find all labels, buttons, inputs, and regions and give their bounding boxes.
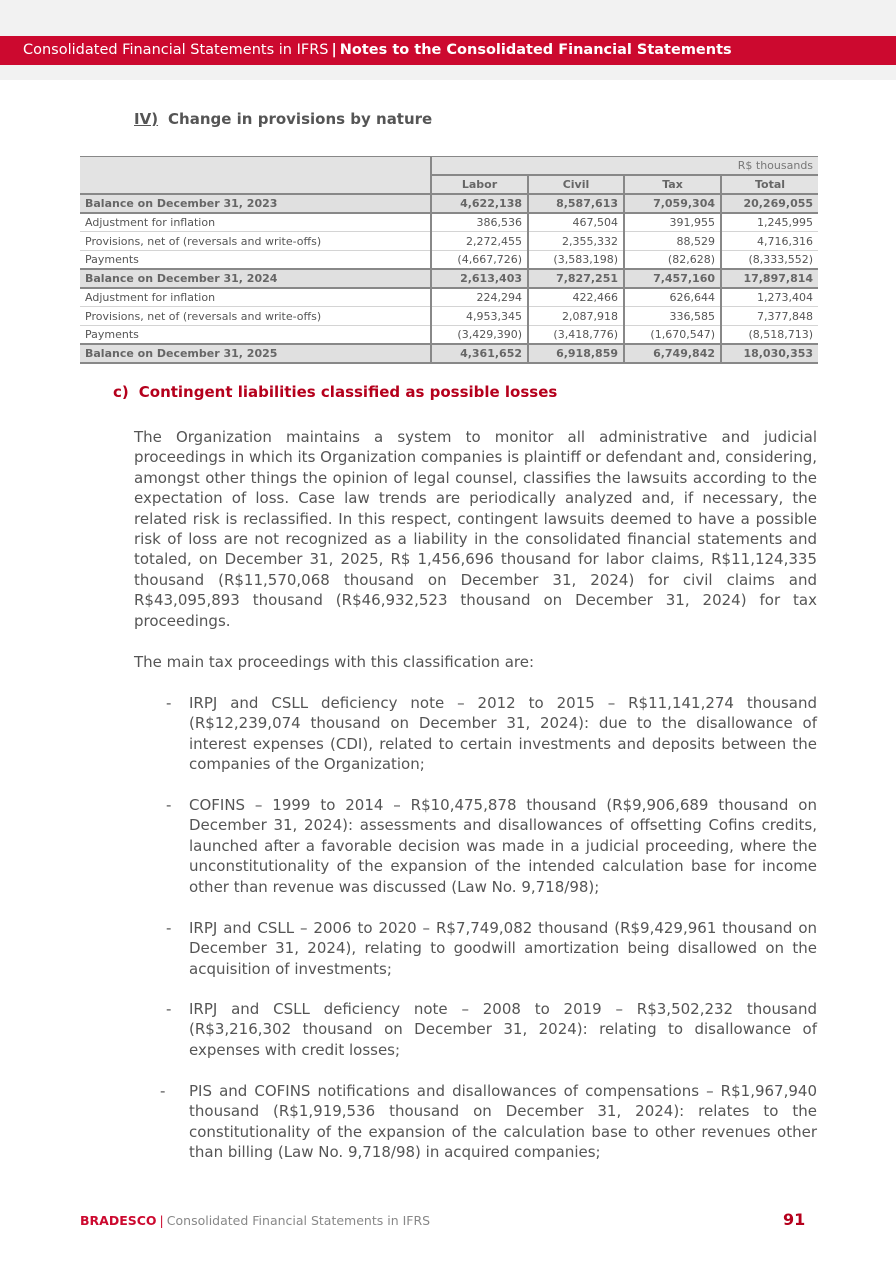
- header-subtitle: Notes to the Consolidated Financial Statements: [339, 42, 732, 58]
- cell-value: 8,587,613: [528, 194, 624, 213]
- page-number: 91: [783, 1210, 806, 1229]
- cell-value: 6,749,842: [624, 344, 721, 363]
- bullet-item: IRPJ and CSLL – 2006 to 2020 – R$7,749,082 thousand (R$9,429,961 thousand on December 31, 2024), relating to goodwill amortization being disallowed on the acquisition of investments;: [189, 919, 817, 978]
- table-row: [80, 250, 818, 269]
- bullet-marker: -: [166, 694, 172, 712]
- row-label: Payments: [80, 250, 431, 269]
- header-separator: |: [331, 42, 337, 58]
- subsection-title-text: Contingent liabilities classified as possible losses: [138, 383, 558, 401]
- section-title-text: Change in provisions by nature: [168, 110, 433, 128]
- cell-value: 224,294: [431, 288, 528, 307]
- row-label: Provisions, net of (reversals and write-offs): [80, 307, 431, 326]
- cell-value: (3,583,198): [528, 250, 624, 269]
- cell-value: 17,897,814: [721, 269, 818, 288]
- table-unit: R$ thousands: [431, 157, 818, 176]
- section-title: [134, 110, 432, 128]
- column-header: Labor: [431, 175, 528, 194]
- cell-value: 422,466: [528, 288, 624, 307]
- column-header: Civil: [528, 175, 624, 194]
- cell-value: 626,644: [624, 288, 721, 307]
- table-row: [80, 307, 818, 326]
- bullet-item: PIS and COFINS notifications and disallowances of compensations – R$1,967,940 thousand (R$1,919,536 thousand on December 31, 2024): relates to the constitutionality of the expansion of the calculation base to other revenues other than billing (Law No. 9,718/98) in acquired companies;: [189, 1082, 817, 1162]
- cell-value: (82,628): [624, 250, 721, 269]
- table-row-balance: [80, 194, 818, 213]
- cell-value: (4,667,726): [431, 250, 528, 269]
- table-unit-row: [80, 157, 818, 176]
- paragraph-contingent: The Organization maintains a system to monitor all administrative and judicial proceedings in which its Organization companies is plaintiff or defendant and, considering, amongst other things the opinion of legal counsel, classifies the lawsuits according to the expectation of loss. Case law trends are periodically analyzed and, if necessary, the related risk is reclassified. In this respect, contingent lawsuits deemed to have a possible risk of loss are not recognized as a liability in the consolidated financial statements and totaled, on December 31, 2025, R$ 1,456,696 thousand for labor claims, R$11,124,335 thousand (R$11,570,068 thousand on December 31, 2024) for civil claims and R$43,095,893 thousand (R$46,932,523 thousand on December 31, 2024) for tax proceedings.: [134, 428, 817, 630]
- bullet-marker: -: [160, 1082, 166, 1100]
- cell-value: 18,030,353: [721, 344, 818, 363]
- cell-value: 2,613,403: [431, 269, 528, 288]
- section-number: IV): [134, 110, 159, 128]
- provisions-table: [80, 156, 818, 364]
- table-row-balance: [80, 269, 818, 288]
- cell-value: (3,429,390): [431, 326, 528, 345]
- bullet-item: IRPJ and CSLL deficiency note – 2012 to 2015 – R$11,141,274 thousand (R$12,239,074 thousand on December 31, 2024): due to the disallowance of interest expenses (CDI), related to certain investments and deposits between the companies of the Organization;: [189, 694, 817, 774]
- paragraph-intro: The main tax proceedings with this classification are:: [134, 653, 535, 671]
- footer: [80, 1213, 430, 1228]
- cell-value: 1,273,404: [721, 288, 818, 307]
- table-row: [80, 232, 818, 251]
- cell-value: 2,355,332: [528, 232, 624, 251]
- cell-value: 4,716,316: [721, 232, 818, 251]
- table-row: [80, 213, 818, 232]
- row-label: Balance on December 31, 2024: [80, 269, 431, 288]
- cell-value: 386,536: [431, 213, 528, 232]
- cell-value: (8,518,713): [721, 326, 818, 345]
- cell-value: 6,918,859: [528, 344, 624, 363]
- cell-value: 7,457,160: [624, 269, 721, 288]
- cell-value: 4,622,138: [431, 194, 528, 213]
- table-row: [80, 326, 818, 345]
- row-label: Payments: [80, 326, 431, 345]
- table-row-balance: [80, 344, 818, 363]
- column-header: Tax: [624, 175, 721, 194]
- cell-value: 4,361,652: [431, 344, 528, 363]
- cell-value: 20,269,055: [721, 194, 818, 213]
- cell-value: (1,670,547): [624, 326, 721, 345]
- bullet-item: IRPJ and CSLL deficiency note – 2008 to 2019 – R$3,502,232 thousand (R$3,216,302 thousand on December 31, 2024): relating to disallowance of expenses with credit losses;: [189, 1000, 817, 1059]
- cell-value: 88,529: [624, 232, 721, 251]
- subsection-letter: c): [113, 383, 129, 401]
- row-label: Balance on December 31, 2023: [80, 194, 431, 213]
- cell-value: 7,377,848: [721, 307, 818, 326]
- row-label: Provisions, net of (reversals and write-offs): [80, 232, 431, 251]
- cell-value: 4,953,345: [431, 307, 528, 326]
- cell-value: 7,827,251: [528, 269, 624, 288]
- cell-value: 336,585: [624, 307, 721, 326]
- row-label: Adjustment for inflation: [80, 288, 431, 307]
- cell-value: (8,333,552): [721, 250, 818, 269]
- cell-value: 7,059,304: [624, 194, 721, 213]
- bullet-marker: -: [166, 796, 172, 814]
- cell-value: 391,955: [624, 213, 721, 232]
- row-label: Adjustment for inflation: [80, 213, 431, 232]
- cell-value: 467,504: [528, 213, 624, 232]
- footer-text: Consolidated Financial Statements in IFRS: [166, 1213, 431, 1228]
- subsection-title: [113, 383, 557, 401]
- cell-value: 2,272,455: [431, 232, 528, 251]
- column-header: Total: [721, 175, 818, 194]
- table-corner: [80, 157, 431, 195]
- footer-brand: BRADESCO: [80, 1213, 157, 1228]
- footer-separator: |: [159, 1213, 164, 1228]
- table-row: [80, 288, 818, 307]
- cell-value: 2,087,918: [528, 307, 624, 326]
- header-title: Consolidated Financial Statements in IFRS: [23, 42, 329, 58]
- row-label: Balance on December 31, 2025: [80, 344, 431, 363]
- header-bar: [0, 36, 896, 65]
- bullet-marker: -: [166, 919, 172, 937]
- bullet-item: COFINS – 1999 to 2014 – R$10,475,878 thousand (R$9,906,689 thousand on December 31, 2024): assessments and disallowances of offsetting Cofins credits, launched after a favorable decision was made in a judicial proceeding, where the unconstitutionality of the expansion of the intended calculation base for income other than revenue was discussed (Law No. 9,718/98);: [189, 796, 817, 896]
- bullet-marker: -: [166, 1000, 172, 1018]
- cell-value: 1,245,995: [721, 213, 818, 232]
- cell-value: (3,418,776): [528, 326, 624, 345]
